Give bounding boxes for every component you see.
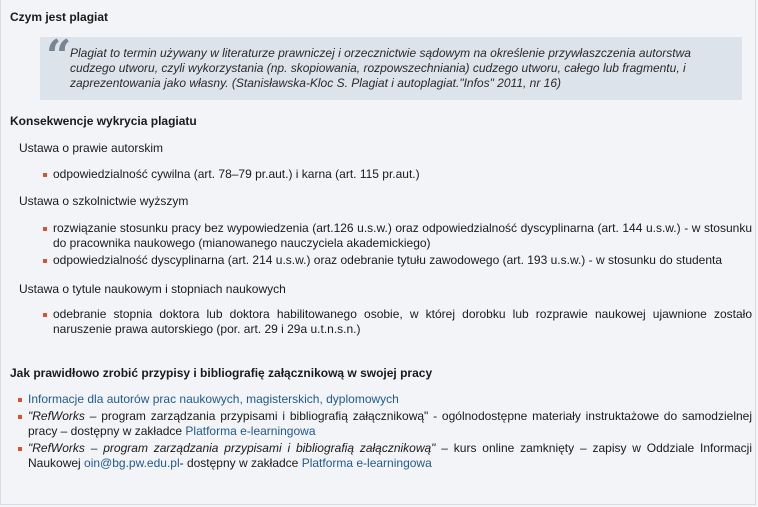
refworks-course-description: – kurs online zamknięty – zapisy w Oddziale Informacji Naukowej <box>28 441 752 470</box>
section-title-consequences: Konsekwencje wykrycia plagiatu <box>10 114 197 128</box>
refworks-course-availability: - dostępny w zakładce <box>179 456 302 470</box>
author-info-link[interactable]: Informacje dla autorów prac naukowych, magisterskich, dyplomowych <box>28 392 399 406</box>
higher-education-law-list <box>43 221 752 268</box>
section-title-citations: Jak prawidłowo zrobić przypisy i bibliografię załącznikową w swojej pracy <box>10 366 433 380</box>
refworks-title: "RefWorks <box>28 409 85 423</box>
group-heading-copyright-law: Ustawa o prawie autorskim <box>19 141 164 155</box>
list-item <box>18 392 752 407</box>
group-heading-academic-degrees-law: Ustawa o tytule naukowym i stopniach naukowych <box>19 282 286 296</box>
email-link[interactable]: oin@bg.pw.edu.pl <box>84 456 180 470</box>
elearning-platform-link[interactable]: Platforma e-learningowa <box>301 456 432 470</box>
citations-list <box>18 392 752 471</box>
quote-text: Plagiat to termin używany w literaturze prawniczej i orzecznictwie sądowym na określenie przywłaszczenia autorstwa cudzego utworu, czyli wykorzystania (np. skopiowania, rozpowszechniania) cudzego utworu, całego lub fragmentu, i zaprezentowania jako własny. (Stanisławska-Kloc S. Plagiat i autoplagiat."Infos" 2011, nr 16) <box>70 46 691 90</box>
section-title-plagiarism: Czym jest plagiat <box>10 10 109 24</box>
list-item: odebranie stopnia doktora lub doktora habilitowanego osobie, w której dorobku lub rozprawie naukowej ujawnione zostało naruszenie prawa autorskiego (por. art. 29 i 29a u.t.n.s.n.) <box>43 307 752 337</box>
refworks-course-title: "RefWorks – program zarządzania przypisami i bibliografią załącznikową" <box>28 441 436 455</box>
list-item: rozwiązanie stosunku pracy bez wypowiedzenia (art.126 u.s.w.) oraz odpowiedzialność dyscyplinarna (art. 144 u.s.w.) - w stosunku do pracownika naukowego (mianowanego nauczyciela akademickiego) <box>43 221 752 251</box>
list-item: odpowiedzialność dyscyplinarna (art. 214 u.s.w.) oraz odebranie tytułu zawodowego (art. 193 u.s.w.) - w stosunku do studenta <box>43 253 752 268</box>
list-item <box>18 441 752 471</box>
group-heading-higher-education-law: Ustawa o szkolnictwie wyższym <box>19 194 189 208</box>
refworks-description: – program zarządzania przypisami i bibliografią załącznikową" - ogólnodostępne materiały instruktażowe do samodzielnej pracy – dostępny w zakładce <box>28 409 752 438</box>
list-item <box>18 409 752 439</box>
list-item: odpowiedzialność cywilna (art. 78–79 pr.aut.) i karna (art. 115 pr.aut.) <box>43 167 743 182</box>
quote-mark-icon: “ <box>46 31 72 82</box>
quote-box <box>40 31 742 100</box>
academic-degrees-law-list <box>43 307 752 337</box>
elearning-platform-link[interactable]: Platforma e-learningowa <box>185 424 316 438</box>
copyright-law-list <box>43 167 743 182</box>
